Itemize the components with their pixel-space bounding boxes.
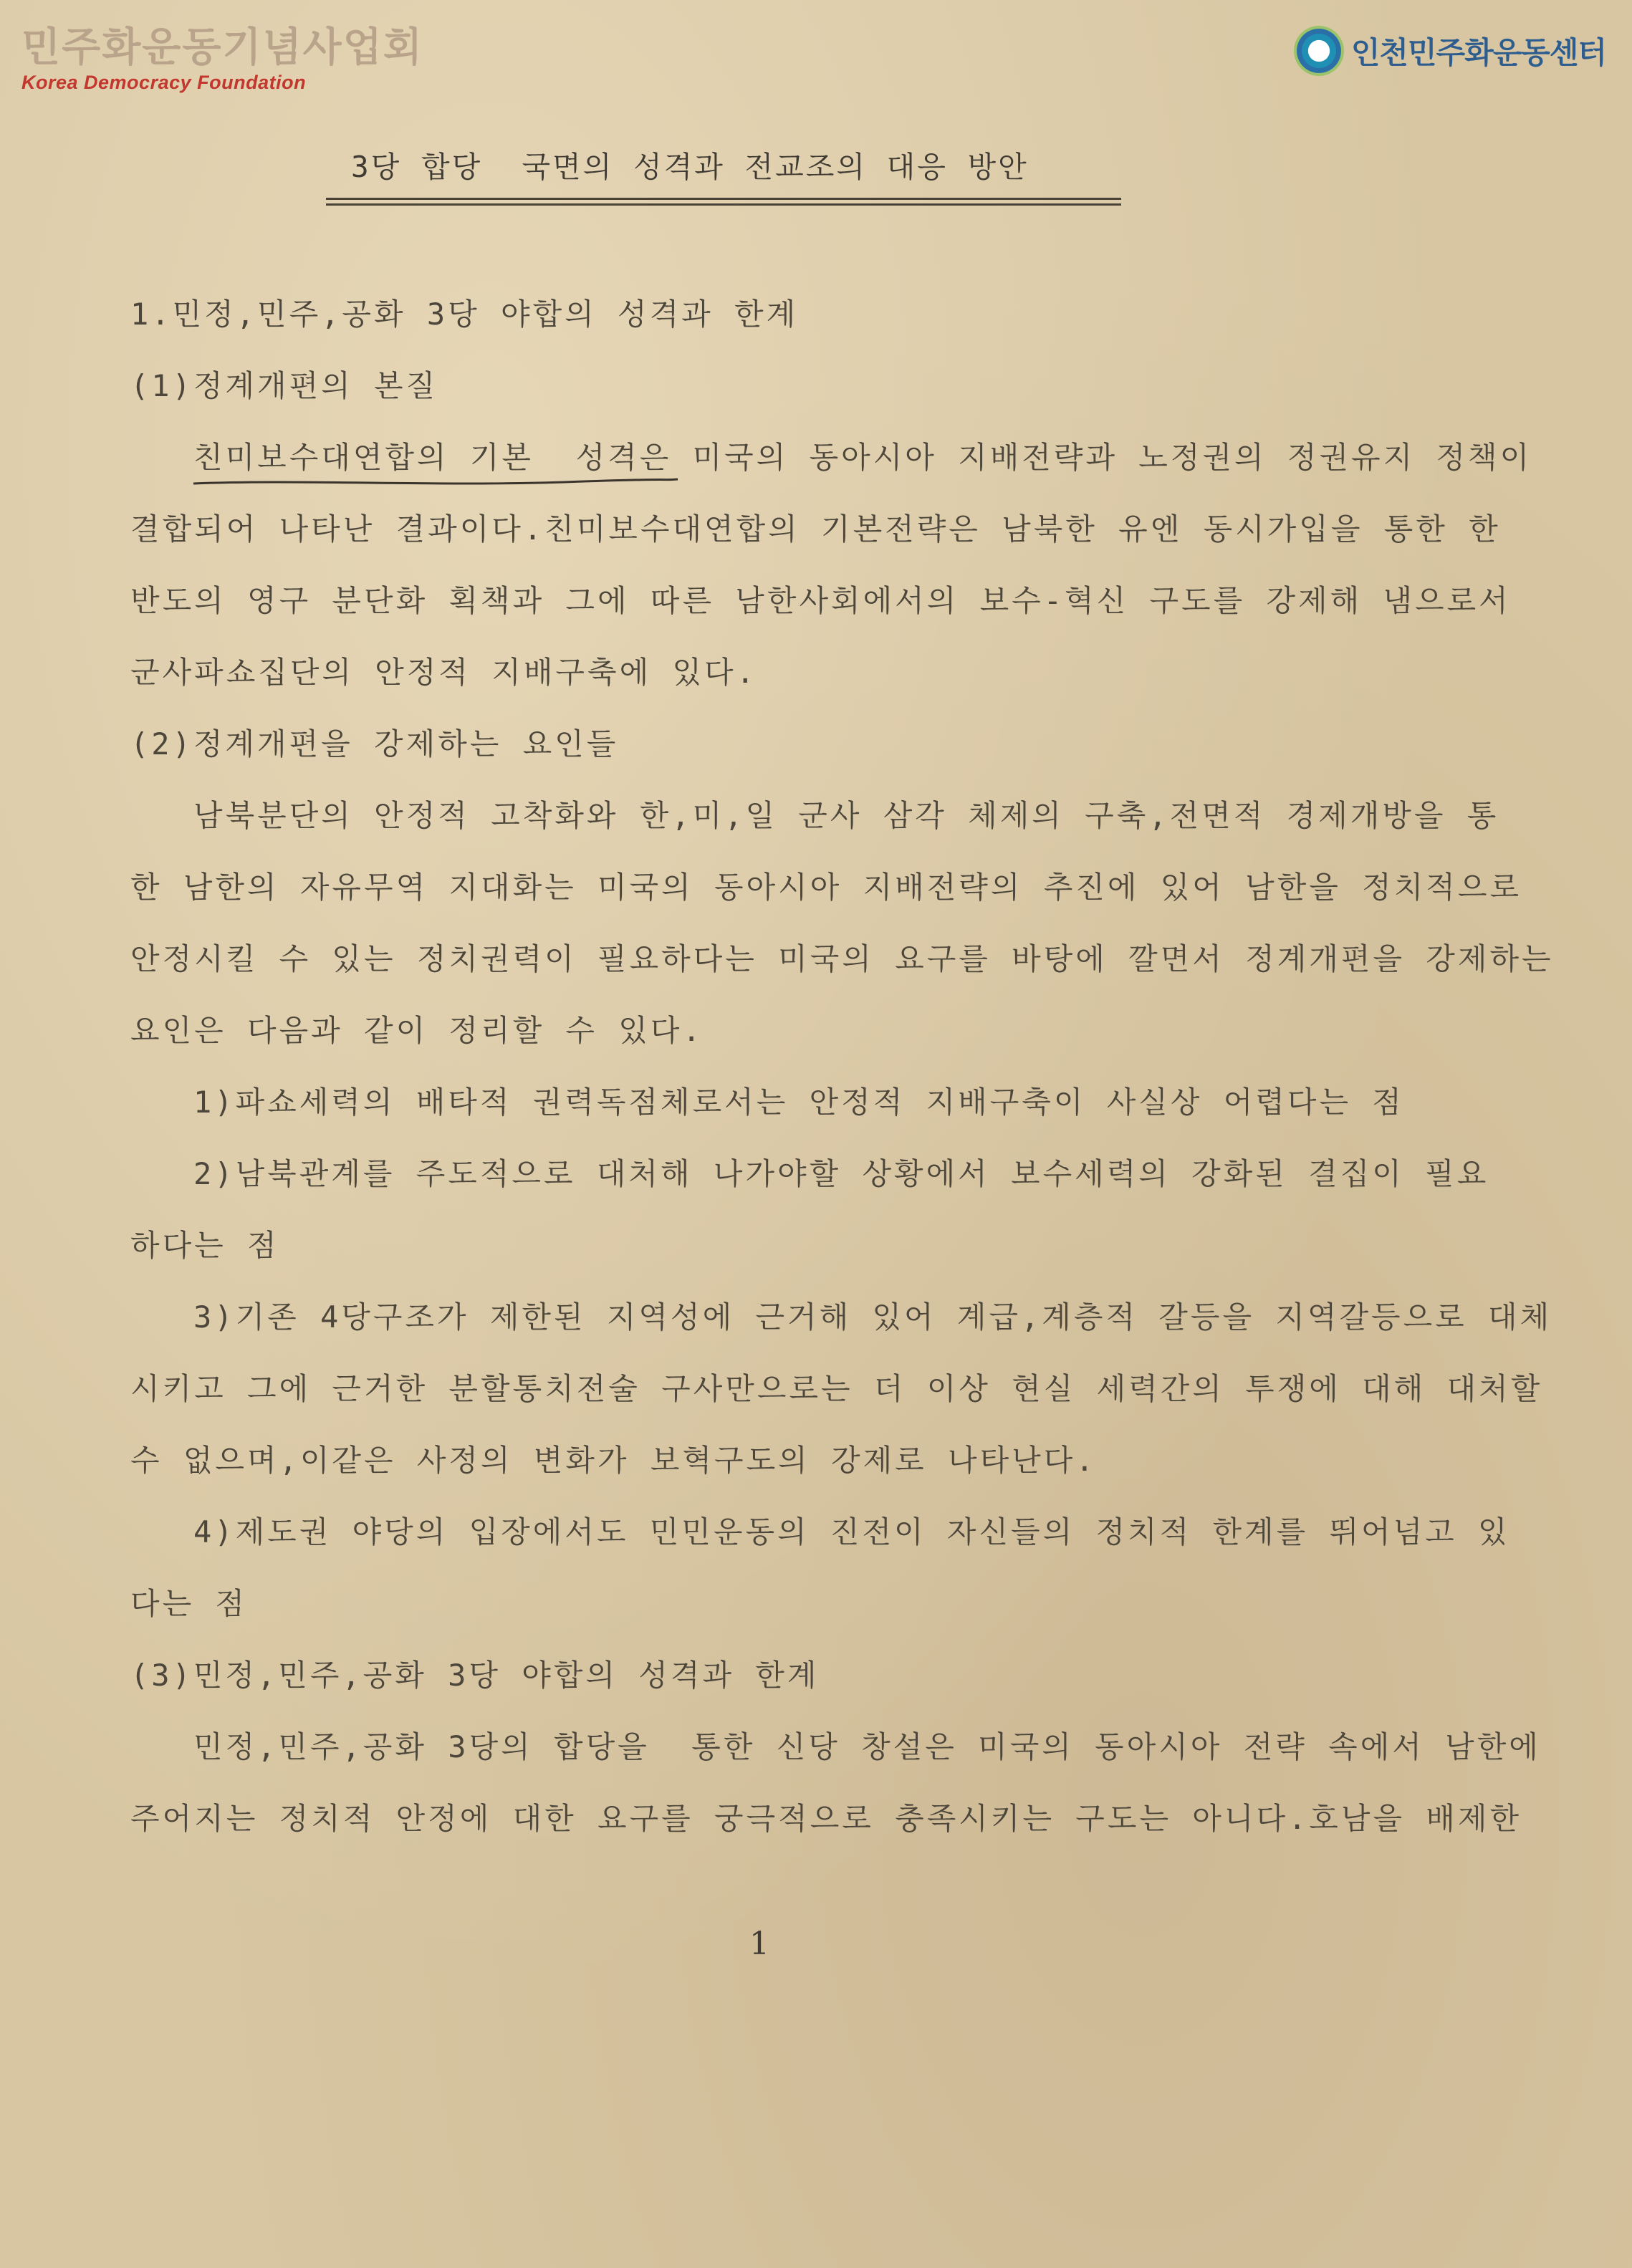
paragraph-line: 주어지는 정치적 안정에 대한 요구를 궁극적으로 충족시키는 구도는 아니다.호남을 배제한 <box>130 1801 1522 1836</box>
list-item-3-continued: 수 없으며,이같은 사정의 변화가 보혁구도의 강제로 나타난다. <box>130 1443 1097 1478</box>
paragraph-line: 요인은 다음과 같이 정리할 수 있다. <box>130 1013 704 1048</box>
heading-subsection-3: (3)민정,민주,공화 3당 야합의 성격과 한계 <box>130 1658 820 1693</box>
title-double-rule-bottom <box>326 203 1121 206</box>
list-item-2: 2)남북관계를 주도적으로 대처해 나가야할 상황에서 보수세력의 강화된 결집이 필요 <box>193 1156 1489 1191</box>
document-title: 3당 합당 국면의 성격과 전교조의 대응 방안 <box>351 150 1029 184</box>
paragraph-line: 결합되어 나타난 결과이다.친미보수대연합의 기본전략은 남북한 유엔 동시가입을 통한 한 <box>130 511 1501 547</box>
kdf-logo-english: Korea Democracy Foundation <box>21 72 307 93</box>
heading-section-1: 1.민정,민주,공화 3당 야합의 성격과 한계 <box>130 297 799 332</box>
title-double-rule-top <box>326 198 1121 200</box>
list-item-4-continued: 다는 점 <box>130 1586 248 1621</box>
paragraph-line: 민정,민주,공화 3당의 합당을 통한 신당 창설은 미국의 동아시아 전략 속에서 남한에 <box>193 1729 1541 1764</box>
handwritten-underline <box>192 476 679 486</box>
paragraph-line: 군사파쇼집단의 안정적 지배구축에 있다. <box>130 655 757 690</box>
list-item-3: 3)기존 4당구조가 제한된 지역성에 근거해 있어 계급,계층적 갈등을 지역갈등으로 대체 <box>193 1299 1552 1335</box>
kdf-logo-korean: 민주화운동기념사업회 <box>21 24 423 71</box>
list-item-1: 1)파쇼세력의 배타적 권력독점체로서는 안정적 지배구축이 사실상 어렵다는 점 <box>193 1085 1404 1120</box>
paragraph-line: 친미보수대연합의 기본 성격은 미국의 동아시아 지배전략과 노정권의 정권유지 정책이 <box>193 440 1532 475</box>
page-number: 1 <box>749 1926 769 1962</box>
incheon-center-logo <box>1294 26 1606 76</box>
list-item-2-continued: 하다는 점 <box>130 1228 279 1263</box>
kdf-logo <box>21 24 423 94</box>
paragraph-line: 남북분단의 안정적 고착화와 한,미,일 군사 삼각 체제의 구축,전면적 경제개방을 통 <box>193 798 1499 833</box>
list-item-4: 4)제도권 야당의 입장에서도 민민운동의 진전이 자신들의 정치적 한계를 뛰어넘고 있 <box>193 1514 1510 1549</box>
incheon-center-name: 인천민주화운동센터 <box>1350 35 1606 70</box>
heading-subsection-1: (1)정계개편의 본질 <box>130 368 438 403</box>
paragraph-line: 반도의 영구 분단화 획책과 그에 따른 남한사회에서의 보수-혁신 구도를 강제해 냄으로서 <box>130 583 1511 618</box>
paragraph-line: 한 남한의 자유무역 지대화는 미국의 동아시아 지배전략의 추진에 있어 남한을 정치적으로 <box>130 870 1522 905</box>
list-item-3-continued: 시키고 그에 근거한 분할통치전술 구사만으로는 더 이상 현실 세력간의 투쟁에 대해 대처할 <box>130 1371 1543 1406</box>
paragraph-line: 안정시킬 수 있는 정치권력이 필요하다는 미국의 요구를 바탕에 깔면서 정계개편을 강제하는 <box>130 941 1554 976</box>
heading-subsection-2: (2)정계개편을 강제하는 요인들 <box>130 726 619 761</box>
emblem-icon <box>1294 26 1344 76</box>
